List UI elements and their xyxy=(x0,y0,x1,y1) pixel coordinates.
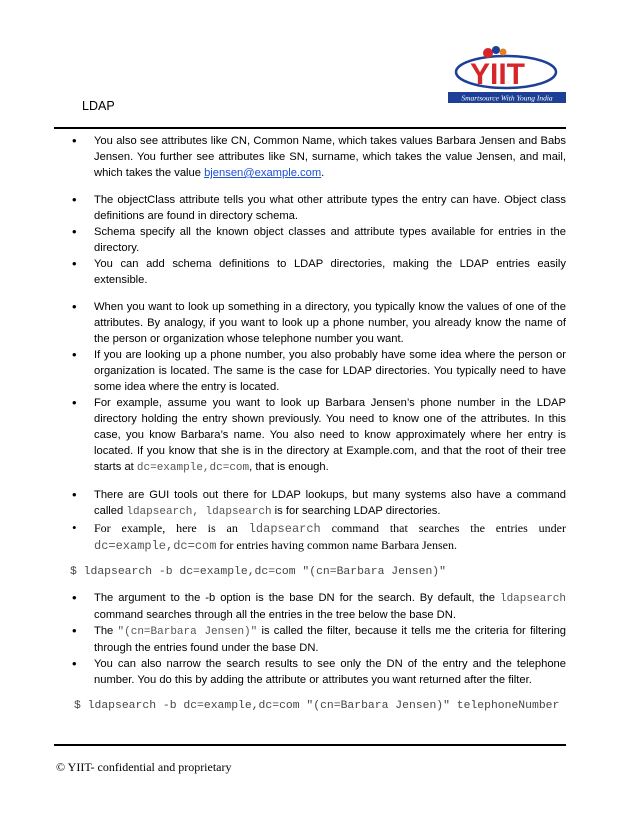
footer-text: © YIIT- confidential and proprietary xyxy=(56,760,232,774)
inline-code: dc=example,dc=com xyxy=(136,462,250,474)
inline-code: ldapsearch, ldapsearch xyxy=(126,506,272,518)
inline-code: ldapsearch xyxy=(248,522,321,536)
list-item: • You can also narrow the search results to see only the DN of the entry and the telephone number. You do this by adding the attribute or attributes you want returned after the filter. xyxy=(64,656,566,688)
list-item: • You also see attributes like CN, Common Name, which takes values Barbara Jensen and Babs Jensen. You further see attributes like SN, surname, which takes the value Jensen, and mail, which takes the value bjensen@example.com. xyxy=(64,133,566,181)
list-item: • Schema specify all the known object classes and attribute types available for entries in the directory. xyxy=(64,224,566,256)
list-item: • You can add schema definitions to LDAP directories, making the LDAP entries easily extensible. xyxy=(64,256,566,288)
bullet-list xyxy=(64,590,566,688)
list-item: • If you are looking up a phone number, you also probably have some idea where the person or organization is located. The same is the case for LDAP directories. You typically need to have some idea where the entry is located. xyxy=(64,347,566,395)
logo-tagline: Smartsource With Young India xyxy=(461,93,553,103)
footer-divider xyxy=(54,744,566,746)
email-link[interactable]: bjensen@example.com xyxy=(204,167,322,179)
list-item: • For example, assume you want to look up Barbara Jensen’s phone number in the LDAP directory holding the entry shown previously. You need to know one of the attributes. In this case, you know Barbara’s name. You also need to know approximately where her entry is located. If you know that she is in the directory at Example.com, and that the root of their tree starts at dc=example,dc=com, that is enough. xyxy=(64,395,566,476)
bullet-list xyxy=(64,487,566,554)
list-item: • The objectClass attribute tells you what other attribute types the entry can have. Object class definitions are found in directory schema. xyxy=(64,192,566,224)
command-example: $ ldapsearch -b dc=example,dc=com "(cn=Barbara Jensen)" telephoneNumber xyxy=(74,700,560,712)
yiit-logo-icon xyxy=(446,44,568,106)
list-item: • When you want to look up something in a directory, you typically know the values of one of the attributes. By analogy, if you want to look up a phone number, you already know the name of the person or organization whose telephone number you want. xyxy=(64,299,566,347)
header-divider xyxy=(54,127,566,129)
command-example: $ ldapsearch -b dc=example,dc=com "(cn=Barbara Jensen)" xyxy=(70,566,446,578)
document-body xyxy=(64,133,566,724)
bullet-list xyxy=(64,299,566,476)
list-item: • For example, here is an ldapsearch command that searches the entries under dc=example,dc=com for entries having common name Barbara Jensen. xyxy=(64,520,566,554)
list-item: • There are GUI tools out there for LDAP lookups, but many systems also have a command called ldapsearch, ldapsearch is for searching LDAP directories. xyxy=(64,487,566,520)
inline-code: "(cn=Barbara Jensen)" xyxy=(117,626,258,638)
inline-code: dc=example,dc=com xyxy=(94,539,217,553)
bullet-list xyxy=(64,192,566,288)
page-title: LDAP xyxy=(82,99,115,113)
bullet-list xyxy=(64,133,566,181)
logo-text: YIIT xyxy=(470,58,526,91)
list-item: • The argument to the -b option is the base DN for the search. By default, the ldapsearch command searches through all the entries in the tree below the base DN. xyxy=(64,590,566,623)
list-item: • The "(cn=Barbara Jensen)" is called the filter, because it tells me the criteria for filtering through the entries found under the base DN. xyxy=(64,623,566,656)
inline-code: ldapsearch xyxy=(499,593,566,605)
